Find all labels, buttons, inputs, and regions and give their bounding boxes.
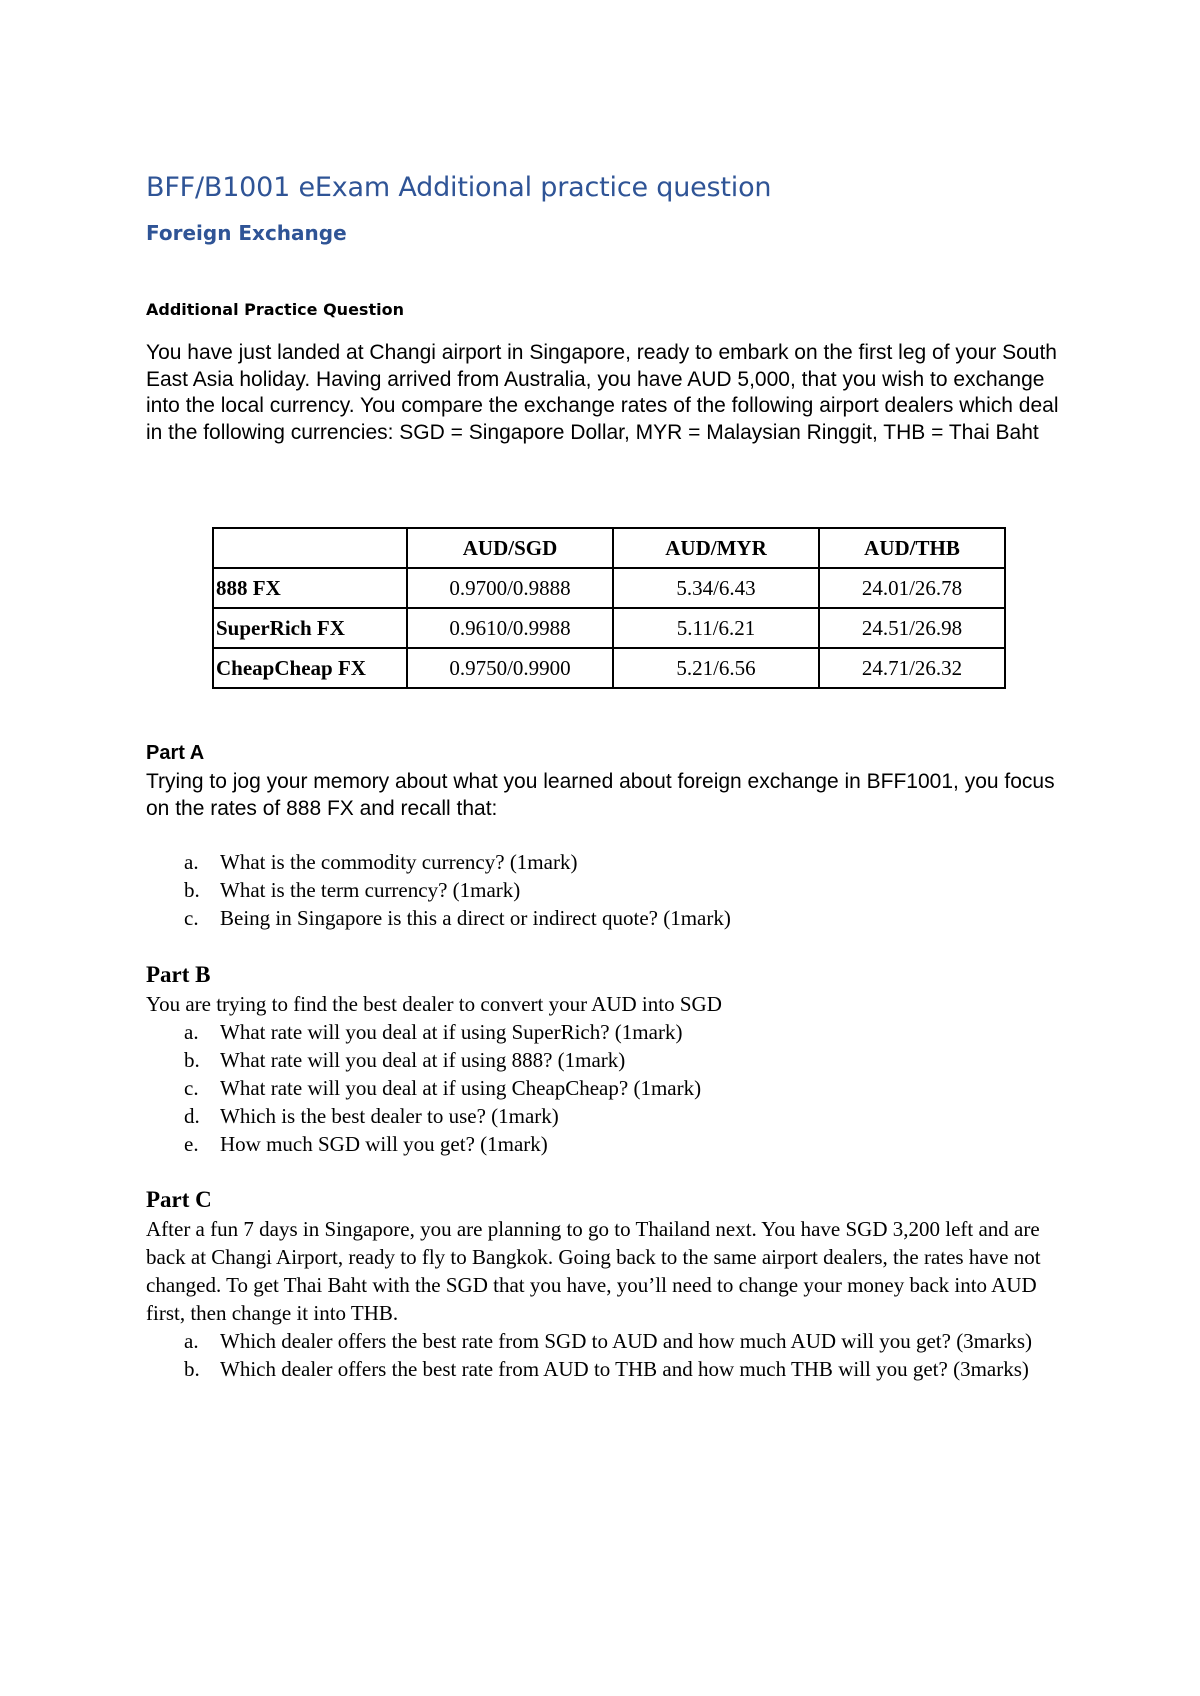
dealer-name: SuperRich FX — [213, 608, 407, 648]
question-text: How much SGD will you get? (1mark) — [220, 1132, 548, 1156]
table-row — [213, 568, 1005, 608]
rate-aud-sgd: 0.9610/0.9988 — [407, 608, 613, 648]
list-item — [146, 1130, 1076, 1158]
rate-aud-sgd: 0.9700/0.9888 — [407, 568, 613, 608]
intro-paragraph: You have just landed at Changi airport in Singapore, ready to embark on the first leg of your South East Asia holiday. Having arrived from Australia, you have AUD 5,000, that you wish to exchange into the local currency. You compare the exchange rates of the following airport dealers which deal in the following currencies: SGD = Singapore Dollar, MYR = Malaysian Ringgit, THB = Thai Baht — [146, 341, 1059, 444]
part-a-heading: Part A — [146, 742, 205, 764]
list-item — [146, 1046, 1076, 1074]
list-marker: a. — [184, 850, 199, 874]
rate-aud-myr: 5.11/6.21 — [613, 608, 819, 648]
document-subtitle: Foreign Exchange — [146, 221, 347, 245]
list-item — [146, 1102, 1076, 1130]
rate-aud-thb: 24.01/26.78 — [819, 568, 1005, 608]
rate-aud-myr: 5.34/6.43 — [613, 568, 819, 608]
rate-aud-thb: 24.71/26.32 — [819, 648, 1005, 688]
table-header-row — [213, 528, 1005, 568]
list-marker: b. — [184, 878, 200, 902]
rate-aud-sgd: 0.9750/0.9900 — [407, 648, 613, 688]
list-marker: d. — [184, 1104, 200, 1128]
part-c-questions — [146, 1327, 1046, 1383]
question-text: What is the commodity currency? (1mark) — [220, 850, 578, 874]
table-row — [213, 648, 1005, 688]
document-title: BFF/B1001 eExam Additional practice question — [146, 172, 772, 203]
part-b-questions — [146, 1018, 1076, 1158]
question-text: Which dealer offers the best rate from AUD to THB and how much THB will you get? (3marks) — [220, 1357, 1029, 1381]
question-text: Which is the best dealer to use? (1mark) — [220, 1104, 559, 1128]
table-header-cell — [213, 528, 407, 568]
part-a-intro: Trying to jog your memory about what you learned about foreign exchange in BFF1001, you focus on the rates of 888 FX and recall that: — [146, 770, 1055, 820]
list-item — [146, 904, 1076, 932]
dealer-name: CheapCheap FX — [213, 648, 407, 688]
list-marker: e. — [184, 1132, 199, 1156]
table-header-cell: AUD/SGD — [407, 528, 613, 568]
list-marker: c. — [184, 906, 199, 930]
part-b-intro: You are trying to find the best dealer to convert your AUD into SGD — [146, 992, 722, 1016]
list-item — [146, 876, 1076, 904]
list-marker: a. — [184, 1329, 199, 1353]
list-marker: b. — [184, 1357, 200, 1381]
part-c-intro: After a fun 7 days in Singapore, you are planning to go to Thailand next. You have SGD 3,200 left and are back at Changi Airport, ready to fly to Bangkok. Going back to the same airport dealers, the rates have not changed. To get Thai Baht with the SGD that you have, you’ll need to change your money back into AUD first, then change it into THB. — [146, 1217, 1041, 1325]
list-item — [146, 1074, 1076, 1102]
table-row — [213, 608, 1005, 648]
part-a-questions — [146, 848, 1076, 932]
exchange-rate-table — [212, 527, 1006, 689]
table-header-cell: AUD/MYR — [613, 528, 819, 568]
part-c-heading: Part C — [146, 1187, 212, 1212]
list-marker: b. — [184, 1048, 200, 1072]
question-text: What rate will you deal at if using 888? (1mark) — [220, 1048, 626, 1072]
question-text: What rate will you deal at if using SuperRich? (1mark) — [220, 1020, 683, 1044]
part-b-heading: Part B — [146, 962, 211, 987]
question-text: Which dealer offers the best rate from SGD to AUD and how much AUD will you get? (3marks) — [220, 1329, 1032, 1353]
list-item — [146, 1355, 1046, 1383]
rate-aud-myr: 5.21/6.56 — [613, 648, 819, 688]
dealer-name: 888 FX — [213, 568, 407, 608]
list-marker: a. — [184, 1020, 199, 1044]
list-item — [146, 848, 1076, 876]
table-header-cell: AUD/THB — [819, 528, 1005, 568]
question-text: Being in Singapore is this a direct or indirect quote? (1mark) — [220, 906, 731, 930]
rate-aud-thb: 24.51/26.98 — [819, 608, 1005, 648]
question-text: What is the term currency? (1mark) — [220, 878, 521, 902]
section-heading: Additional Practice Question — [146, 300, 404, 319]
list-marker: c. — [184, 1076, 199, 1100]
question-text: What rate will you deal at if using CheapCheap? (1mark) — [220, 1076, 702, 1100]
list-item — [146, 1327, 1046, 1355]
list-item — [146, 1018, 1076, 1046]
